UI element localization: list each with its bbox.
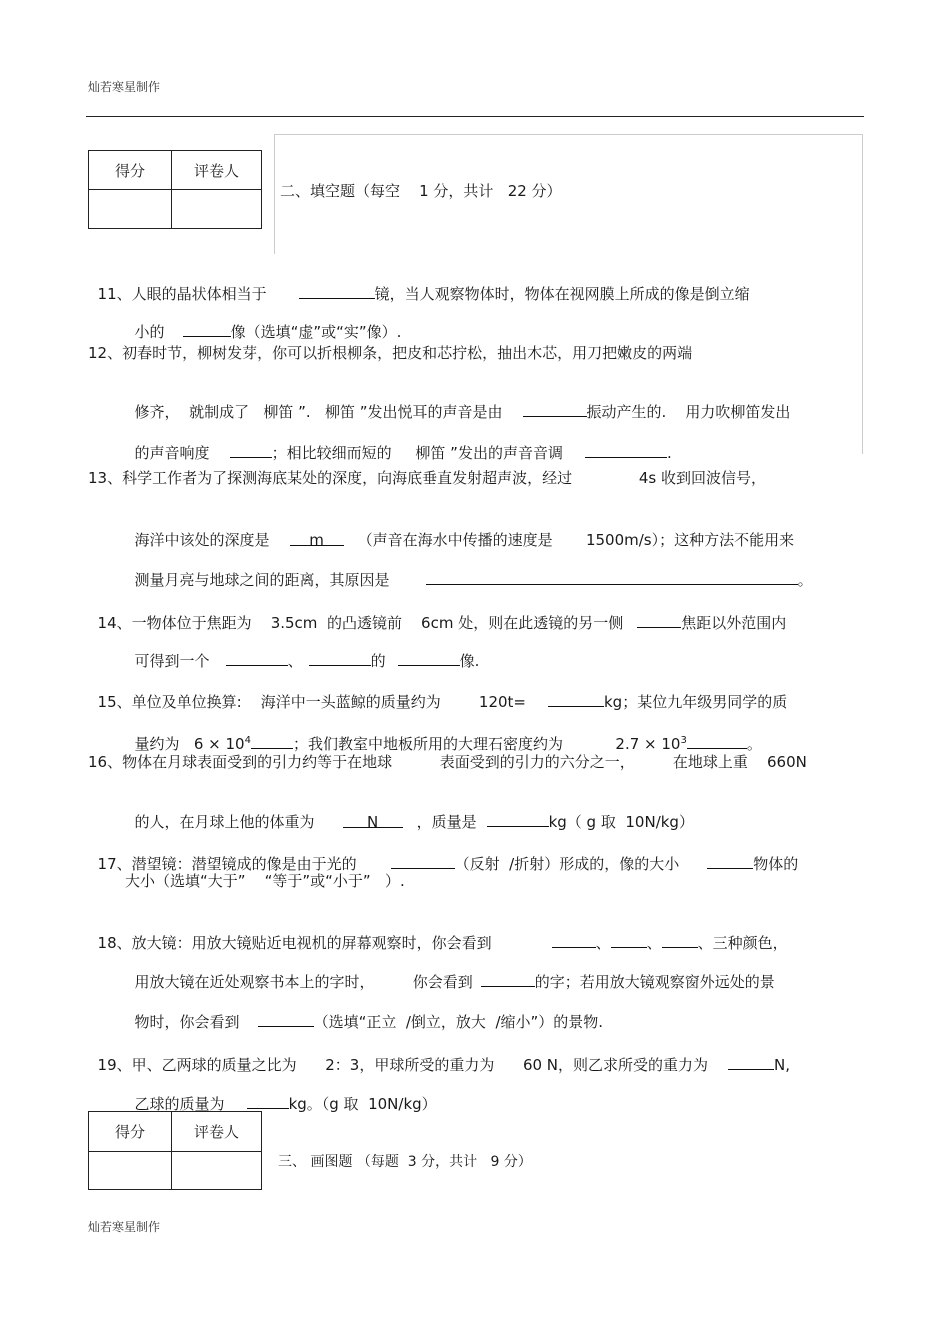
question-19-line1: 19、甲、乙两球的质量之比为 2：3，甲球所受的重力为 60 N，则乙求所受的重力为 N, [97, 1056, 791, 1074]
question-17-line2: 大小（选填“大于” “等于”或“小于” ）. [125, 872, 405, 890]
question-15-line2: 量约为 $6 \times 10^4$ ；我们教室中地板所用的大理石密度约为 $2.7 \times 10^3$ 。 [134, 735, 762, 753]
question-12-line3: 的声音响度 ；相比较细而短的 柳笛 ”发出的声音音调 . [134, 444, 672, 462]
blank[interactable] [707, 853, 753, 869]
blank[interactable] [687, 733, 747, 749]
blank-weight[interactable]: N [343, 812, 403, 828]
blank[interactable] [637, 612, 681, 628]
score-header: 得分 [89, 1112, 172, 1152]
frame-line-top [274, 134, 863, 135]
blank[interactable] [251, 733, 293, 749]
question-13-line1: 13、科学工作者为了探测海底某处的深度，向海底垂直发射超声波，经过 4s 收到回波信号， [88, 469, 766, 487]
blank[interactable] [258, 1011, 314, 1027]
score-header: 得分 [89, 151, 172, 190]
question-11-line2: 小的 像（选填“虚”或“实”像）. [134, 323, 402, 341]
score-table-section2 [88, 150, 262, 229]
grader-header: 评卷人 [172, 151, 262, 190]
question-19-line2: 乙球的质量为 kg。（g 取 10N/kg） [134, 1095, 437, 1113]
blank[interactable] [728, 1054, 774, 1070]
question-16-line2: 的人，在月球上他的体重为 N ，质量是 kg（ g 取 10N/kg） [134, 813, 694, 831]
blank[interactable] [226, 650, 288, 666]
frame-line-left [274, 134, 275, 254]
blank[interactable] [548, 691, 604, 707]
blank[interactable] [487, 811, 549, 827]
page-footer: 灿若寒星制作 [88, 1220, 161, 1234]
question-12-line2: 修齐， 就制成了 柳笛 ”. 柳笛 ”发出悦耳的声音是由 振动产生的. 用力吹柳笛发出 [134, 403, 791, 421]
blank[interactable] [523, 401, 587, 417]
blank[interactable] [299, 283, 375, 299]
section3-title: 三、 画图题 （每题 3 分，共计 9 分） [278, 1154, 532, 1170]
question-11-line1: 11、人眼的晶状体相当于 镜，当人观察物体时，物体在视网膜上所成的像是倒立缩 [97, 285, 750, 303]
question-13-line2: 海洋中该处的深度是 m （声音在海水中传播的速度是 1500m/s）；这种方法不能用来 [134, 531, 795, 549]
blank[interactable] [481, 971, 535, 987]
score-cell[interactable] [89, 1152, 172, 1190]
header-divider [86, 116, 864, 117]
grader-header: 评卷人 [172, 1112, 262, 1152]
grader-cell[interactable] [172, 190, 262, 229]
blank[interactable] [309, 650, 371, 666]
question-14-line1: 14、一物体位于焦距为 3.5cm 的凸透镜前 6cm 处，则在此透镜的另一侧 焦距以外范围内 [97, 614, 787, 632]
question-13-line3: 测量月亮与地球之间的距离，其原因是 。 [134, 571, 813, 589]
blank[interactable] [247, 1093, 289, 1109]
question-16-line1: 16、物体在月球表面受到的引力约等于在地球 表面受到的引力的六分之一， 在地球上重 660N [88, 753, 807, 771]
question-17-line1: 17、潜望镜：潜望镜成的像是由于光的 （反射 /折射）形成的，像的大小 物体的 [97, 855, 799, 873]
frame-line-right [862, 134, 863, 454]
blank[interactable] [611, 932, 647, 948]
page-header: 灿若寒星制作 [88, 80, 161, 94]
blank[interactable] [426, 569, 798, 585]
blank[interactable] [183, 321, 231, 337]
question-14-line2: 可得到一个 、 的 像. [134, 652, 480, 670]
blank-depth[interactable]: m [290, 530, 344, 546]
blank[interactable] [398, 650, 460, 666]
blank[interactable] [662, 932, 698, 948]
blank[interactable] [391, 853, 455, 869]
blank[interactable] [585, 442, 667, 458]
question-15-line1: 15、单位及单位换算: 海洋中一头蓝鲸的质量约为 120t= kg；某位九年级男同学的质 [97, 693, 788, 711]
question-18-line1: 18、放大镜：用放大镜贴近电视机的屏幕观察时，你会看到 、 、 、三种颜色， [97, 934, 788, 952]
blank[interactable] [230, 442, 272, 458]
question-12-line1: 12、初春时节，柳树发芽，你可以折根柳条，把皮和芯拧松，抽出木芯，用刀把嫩皮的两端 [88, 344, 693, 362]
blank[interactable] [552, 932, 596, 948]
section2-title: 二、填空题（每空 1 分，共计 22 分） [280, 182, 562, 200]
question-18-line2: 用放大镜在近处观察书本上的字时， 你会看到 的字；若用放大镜观察窗外远处的景 [134, 973, 775, 991]
question-18-line3: 物时，你会看到 （选填“正立 /倒立，放大 /缩小”）的景物. [134, 1013, 604, 1031]
score-table-section3 [88, 1111, 262, 1190]
grader-cell[interactable] [172, 1152, 262, 1190]
score-cell[interactable] [89, 190, 172, 229]
